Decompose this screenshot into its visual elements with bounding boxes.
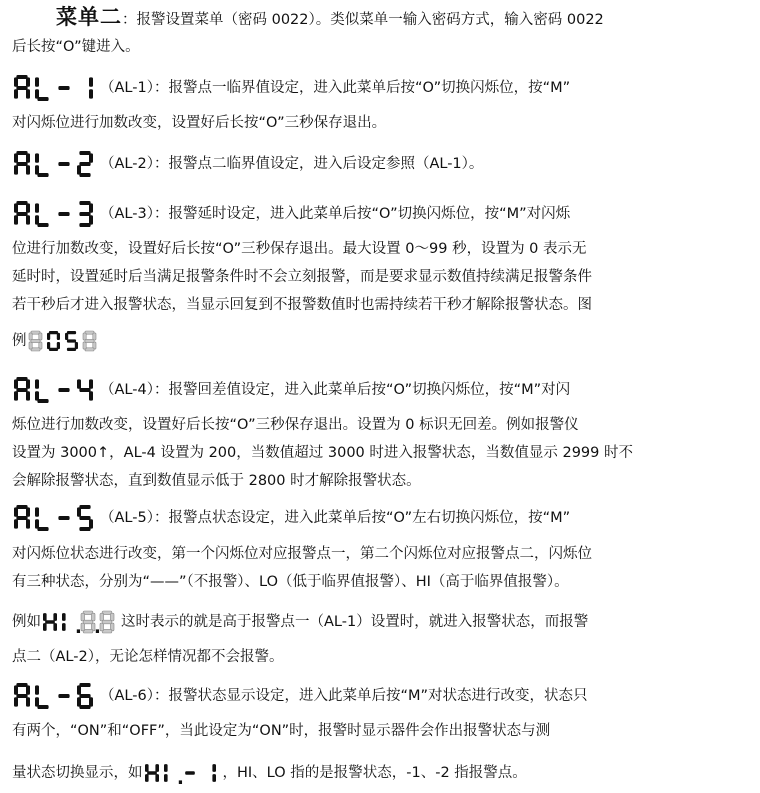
al1-text-1: （AL-1）：报警点一临界值设定，进入此菜单后按“O”切换闪烁位，按“M”	[100, 80, 571, 96]
al5-example-lcd	[41, 609, 121, 635]
al3-line-2: 位进行加数改变，设置好后长按“O”三秒保存退出。最大设置 0～99 秒，设置为 0 表示无	[12, 241, 587, 257]
al1-line-2: 对闪烁位进行加数改变，设置好后长按“O”三秒保存退出。	[12, 115, 387, 131]
al4-line-1	[12, 374, 752, 406]
al3-line-3: 延时时，设置延时后当满足报警条件时不会立刻报警，而是要求显示数值持续满足报警条件	[12, 269, 592, 285]
al3-line-5	[12, 326, 752, 356]
al6-text-rest: ，HI、LO 指的是报警状态，-1、-2 指报警点。	[222, 765, 527, 781]
al4-lcd-display	[12, 375, 100, 405]
al1-lcd-display	[12, 73, 100, 103]
al3-text-1: （AL-3）：报警延时设定，进入此菜单后按“O”切换闪烁位，按“M”对闪烁	[100, 206, 571, 222]
al3-example-lcd	[27, 329, 103, 353]
intro-text-1: ：报警设置菜单（密码 0022）。类似菜单一输入密码方式，输入密码 0022	[122, 12, 604, 28]
al5-line-4	[12, 606, 752, 638]
al3-line-1	[12, 198, 752, 230]
al2-line-1	[12, 148, 752, 180]
intro-line-2: 后长按“O”键进入。	[12, 39, 140, 55]
al5-example-prefix: 例如	[12, 614, 41, 630]
al5-line-3: 有三种状态，分别为“——”（不报警）、LO（低于临界值报警）、HI（高于临界值报警）。	[12, 574, 569, 590]
al6-text-prefix: 量状态切换显示，如	[12, 765, 143, 781]
al3-lcd-display	[12, 199, 100, 229]
al6-lcd-display	[12, 681, 100, 711]
al3-line-4: 若干秒后才进入报警状态，当显示回复到不报警数值时也需持续若干秒才解除报警状态。图	[12, 297, 592, 313]
al5-line-2: 对闪烁位状态进行改变，第一个闪烁位对应报警点一，第二个闪烁位对应报警点二，闪烁位	[12, 546, 592, 562]
al4-text-1: （AL-4）：报警回差值设定，进入此菜单后按“O”切换闪烁位，按“M”对闪	[100, 382, 571, 398]
al4-line-3: 设置为 3000↑，AL-4 设置为 200，当数值超过 3000 时进入报警状态，当数值显示 2999 时不	[12, 445, 633, 461]
al6-line-1	[12, 680, 752, 712]
intro-line-1	[12, 4, 752, 30]
al6-text-1: （AL-6）：报警状态显示设定，进入此菜单后按“M”对状态进行改变，状态只	[100, 688, 588, 704]
al6-line-3	[12, 758, 752, 788]
al2-lcd-display	[12, 149, 100, 179]
al1-line-1	[12, 72, 752, 104]
al5-lcd-display	[12, 503, 100, 533]
al5-text-1: （AL-5）：报警点状态设定，进入此菜单后按“O”左右切换闪烁位，按“M”	[100, 510, 571, 526]
al3-example-prefix: 例	[12, 333, 27, 349]
al5-line-5: 点二（AL-2），无论怎样情况都不会报警。	[12, 649, 284, 665]
al4-line-2: 烁位进行加数改变，设置好后长按“O”三秒保存退出。设置为 0 标识无回差。例如报警仪	[12, 417, 579, 433]
al5-line-1	[12, 502, 752, 534]
al6-example-lcd	[143, 760, 223, 786]
al5-example-text: 这时表示的就是高于报警点一（AL-1）设置时，就进入报警状态，而报警	[121, 614, 589, 630]
al6-line-2: 有两个，“ON”和“OFF”，当此设定为“ON”时，报警时显示器件会作出报警状态与测	[12, 723, 551, 739]
al2-text-1: （AL-2）：报警点二临界值设定，进入后设定参照（AL-1）。	[100, 156, 484, 172]
menu-heading: 菜单二	[56, 5, 122, 29]
al4-line-4: 会解除报警状态，直到数值显示低于 2800 时才解除报警状态。	[12, 473, 421, 489]
